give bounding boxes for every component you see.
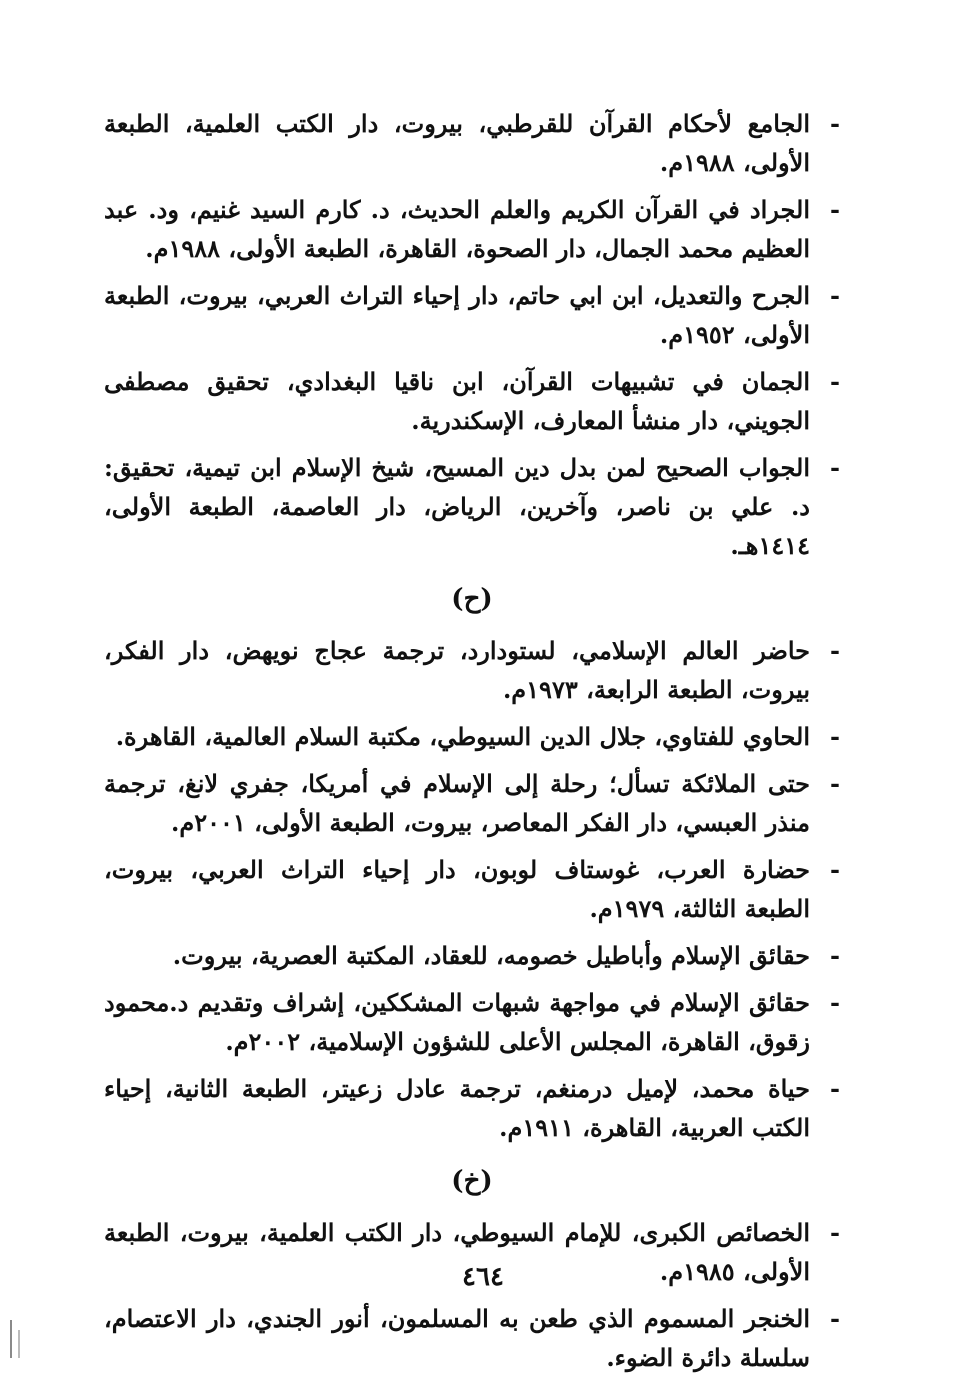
- bibliography-entry: [104, 1299, 840, 1377]
- list-bullet: -: [830, 1218, 840, 1247]
- bibliography-entry: [104, 983, 840, 1061]
- entry-text: حاضر العالم الإسلامي، لستودارد، ترجمة عجاج نويهض، دار الفكر، بيروت، الطبعة الرابعة، ١٩٧٣م.: [104, 636, 810, 704]
- list-bullet: -: [830, 941, 840, 970]
- entry-text: الجامع لأحكام القرآن للقرطبي، بيروت، دار الكتب العلمية، الطبعة الأولى، ١٩٨٨م.: [104, 109, 810, 177]
- page-number: ٤٦٤: [462, 1262, 504, 1292]
- section-jim: [104, 104, 840, 565]
- entry-text: حقائق الإسلام وأباطيل خصومه، للعقاد، المكتبة العصرية، بيروت.: [172, 941, 810, 970]
- list-bullet: -: [830, 1304, 840, 1333]
- list-bullet: -: [830, 281, 840, 310]
- entry-text: الخصائص الكبرى، للإمام السيوطي، دار الكتب العلمية، بيروت، الطبعة الأولى، ١٩٨٥م.: [104, 1218, 810, 1286]
- list-bullet: -: [830, 855, 840, 884]
- bibliography-entry: [104, 850, 840, 928]
- list-bullet: -: [830, 988, 840, 1017]
- entry-text: حضارة العرب، غوستاف لوبون، دار إحياء التراث العربي، بيروت، الطبعة الثالثة، ١٩٧٩م.: [104, 855, 810, 923]
- entry-text: حياة محمد، لإميل درمنغم، ترجمة عادل زعيتر، الطبعة الثانية، إحياء الكتب العربية، القاهرة، ١٩١١م.: [104, 1074, 810, 1142]
- bibliography-entry: [104, 717, 840, 756]
- list-bullet: -: [830, 722, 840, 751]
- margin-scan-mark: [10, 1320, 12, 1358]
- section-ha: [104, 579, 840, 1147]
- bibliography-entry: [104, 764, 840, 842]
- entry-text: حقائق الإسلام في مواجهة شبهات المشككين، إشراف وتقديم د.محمود زقوق، القاهرة، المجلس الأعلى للشؤون الإسلامية، ٢٠٠٢م.: [104, 988, 810, 1056]
- entry-text: الحاوي للفتاوي، جلال الدين السيوطي، مكتبة السلام العالمية، القاهرة.: [115, 722, 810, 751]
- bibliography-entry: [104, 104, 840, 182]
- section-heading: (ح): [451, 584, 493, 614]
- bibliography-entry: [104, 936, 840, 975]
- bibliography-entry: [104, 448, 840, 565]
- bibliography-entry: [104, 1069, 840, 1147]
- bibliography-entry: [104, 276, 840, 354]
- entry-text: الجراد في القرآن الكريم والعلم الحديث، د. كارم السيد غنيم، ود. عبد العظيم محمد الجمال، دار الصحوة، القاهرة، الطبعة الأولى، ١٩٨٨م.: [104, 195, 810, 263]
- entry-text: الجرح والتعديل، ابن ابي حاتم، دار إحياء التراث العربي، بيروت، الطبعة الأولى، ١٩٥٢م.: [104, 281, 810, 349]
- bibliography-entry: [104, 362, 840, 440]
- entry-text: الجمان في تشبيهات القرآن، ابن ناقيا البغدادي، تحقيق مصطفى الجويني، دار منشأ المعارف، الإسكندرية.: [104, 367, 810, 435]
- bibliography-entry: [104, 190, 840, 268]
- list-bullet: -: [830, 1074, 840, 1103]
- list-bullet: -: [830, 109, 840, 138]
- list-bullet: -: [830, 367, 840, 396]
- entry-text: الخنجر المسموم الذي طعن به المسلمون، أنور الجندي، دار الاعتصام، سلسلة دائرة الضوء.: [104, 1304, 810, 1372]
- list-bullet: -: [830, 769, 840, 798]
- bibliography-entry: [104, 631, 840, 709]
- list-bullet: -: [830, 636, 840, 665]
- list-bullet: -: [830, 195, 840, 224]
- entry-text: حتى الملائكة تسأل؛ رحلة إلى الإسلام في أمريكا، جفري لانغ، ترجمة منذر العبسي، دار الفكر المعاصر، بيروت، الطبعة الأولى، ٢٠٠١م.: [104, 769, 810, 837]
- entry-text: الجواب الصحيح لمن بدل دين المسيح، شيخ الإسلام ابن تيمية، تحقيق: د. علي بن ناصر، وآخرين، الرياض، دار العاصمة، الطبعة الأولى، ١٤١٤هـ.: [104, 453, 810, 560]
- margin-scan-mark: [18, 1330, 20, 1358]
- list-bullet: -: [830, 453, 840, 482]
- section-heading: (خ): [451, 1166, 493, 1196]
- bibliography-page: [104, 104, 840, 1385]
